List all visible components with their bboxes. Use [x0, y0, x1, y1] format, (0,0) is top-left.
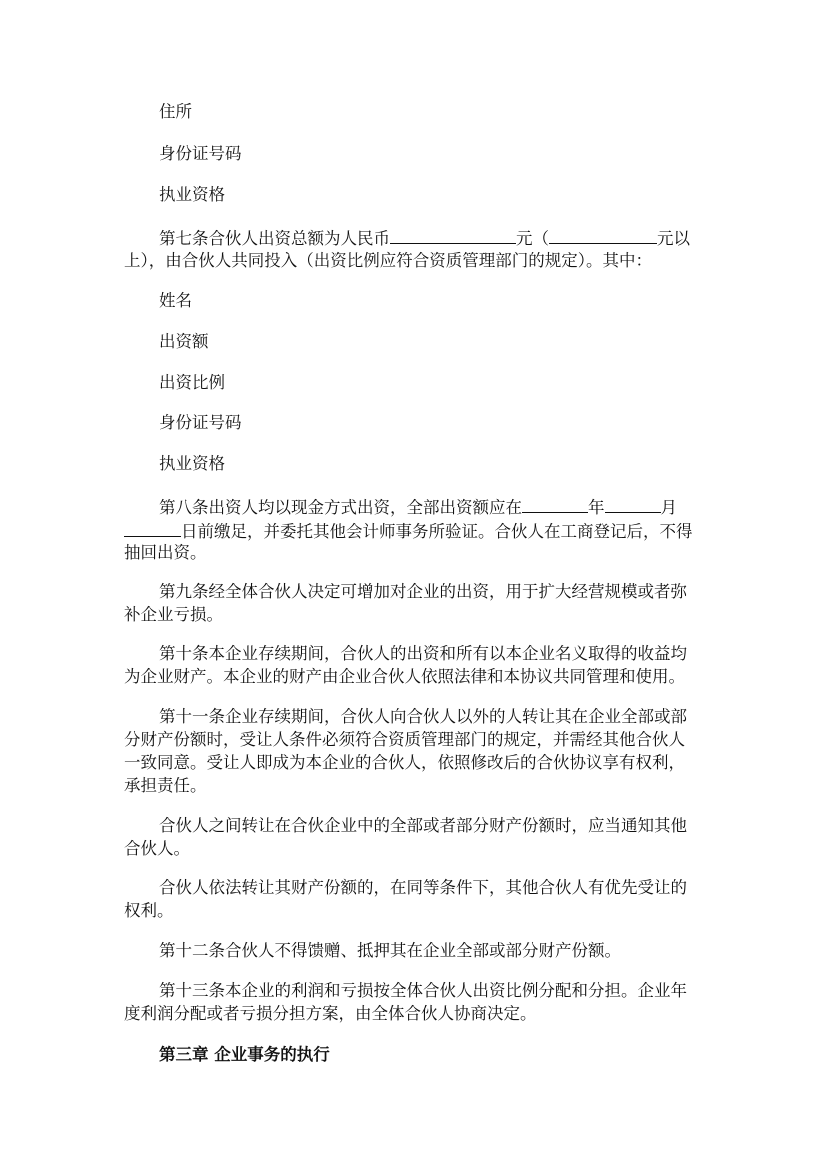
transfer-paragraph-line-2: 合伙人。: [124, 839, 190, 858]
article-11-line-2: 分财产份额时，受让人条件必须符合资质管理部门的规定，并需经其他合伙人: [124, 730, 685, 749]
article-13-line-2: 度利润分配或者亏损分担方案，由全体合伙人协商决定。: [124, 1004, 537, 1023]
day-blank: [124, 519, 181, 537]
article-12: 第十二条合伙人不得馈赠、抵押其在企业全部或部分财产份额。: [159, 941, 621, 960]
field-qualification: 执业资格: [159, 185, 225, 204]
article-8-text-2: 日前缴足，并委托其他会计师事务所验证。合伙人在工商登记后，不得: [181, 522, 693, 541]
article-10-line-1: 第十条本企业存续期间，合伙人的出资和所有以本企业名义取得的收益均: [159, 644, 687, 663]
article-9-line-1: 第九条经全体合伙人决定可增加对企业的出资，用于扩大经营规模或者弥: [159, 582, 687, 601]
priority-paragraph-line-2: 权利。: [124, 901, 174, 920]
field-contribution: 出资额: [159, 332, 209, 351]
field-address: 住所: [159, 102, 192, 121]
article-8-month: 月: [660, 498, 677, 517]
priority-paragraph-line-1: 合伙人依法转让其财产份额的，在同等条件下，其他合伙人有优先受让的: [159, 878, 687, 897]
month-blank: [605, 495, 661, 513]
article-8-line-3: 抽回出资。: [124, 543, 207, 562]
article-9-line-2: 补企业亏损。: [124, 605, 223, 624]
transfer-paragraph-line-1: 合伙人之间转让在合伙企业中的全部或者部分财产份额时，应当通知其他: [159, 816, 687, 835]
article-8-line-2: [124, 519, 697, 543]
article-11-line-3: 一致同意。受让人即成为本企业的合伙人，依照修改后的合伙协议享有权利，: [124, 753, 685, 772]
amount-words-blank: [549, 226, 657, 244]
chapter-3-heading: 第三章 企业事务的执行: [159, 1045, 330, 1064]
article-7-text-2: 元（: [516, 229, 549, 248]
article-8-line-1: [124, 495, 697, 519]
amount-blank: [390, 226, 516, 244]
article-8-year: 年: [588, 498, 605, 517]
article-11-line-4: 承担责任。: [124, 776, 207, 795]
article-10-line-2: 为企业财产。本企业的财产由企业合伙人依照法律和本协议共同管理和使用。: [124, 667, 685, 686]
field-contribution-ratio: 出资比例: [159, 373, 225, 392]
article-7-text-1: 第七条合伙人出资总额为人民币: [159, 229, 390, 248]
field-name: 姓名: [159, 291, 192, 310]
year-blank: [522, 495, 588, 513]
article-8-text-1: 第八条出资人均以现金方式出资，全部出资额应在: [159, 498, 522, 517]
field-qualification-2: 执业资格: [159, 454, 225, 473]
article-7-line-2: 上），由合伙人共同投入（出资比例应符合资质管理部门的规定）。其中：: [124, 251, 652, 270]
article-13-line-1: 第十三条本企业的利润和亏损按全体合伙人出资比例分配和分担。企业年: [159, 981, 687, 1000]
field-id-number: 身份证号码: [159, 144, 242, 163]
article-7-text-3: 元以: [657, 229, 690, 248]
article-7-line-1: [124, 226, 697, 250]
field-id-number-2: 身份证号码: [159, 413, 242, 432]
article-11-line-1: 第十一条企业存续期间，合伙人向合伙人以外的人转让其在企业全部或部: [159, 707, 687, 726]
